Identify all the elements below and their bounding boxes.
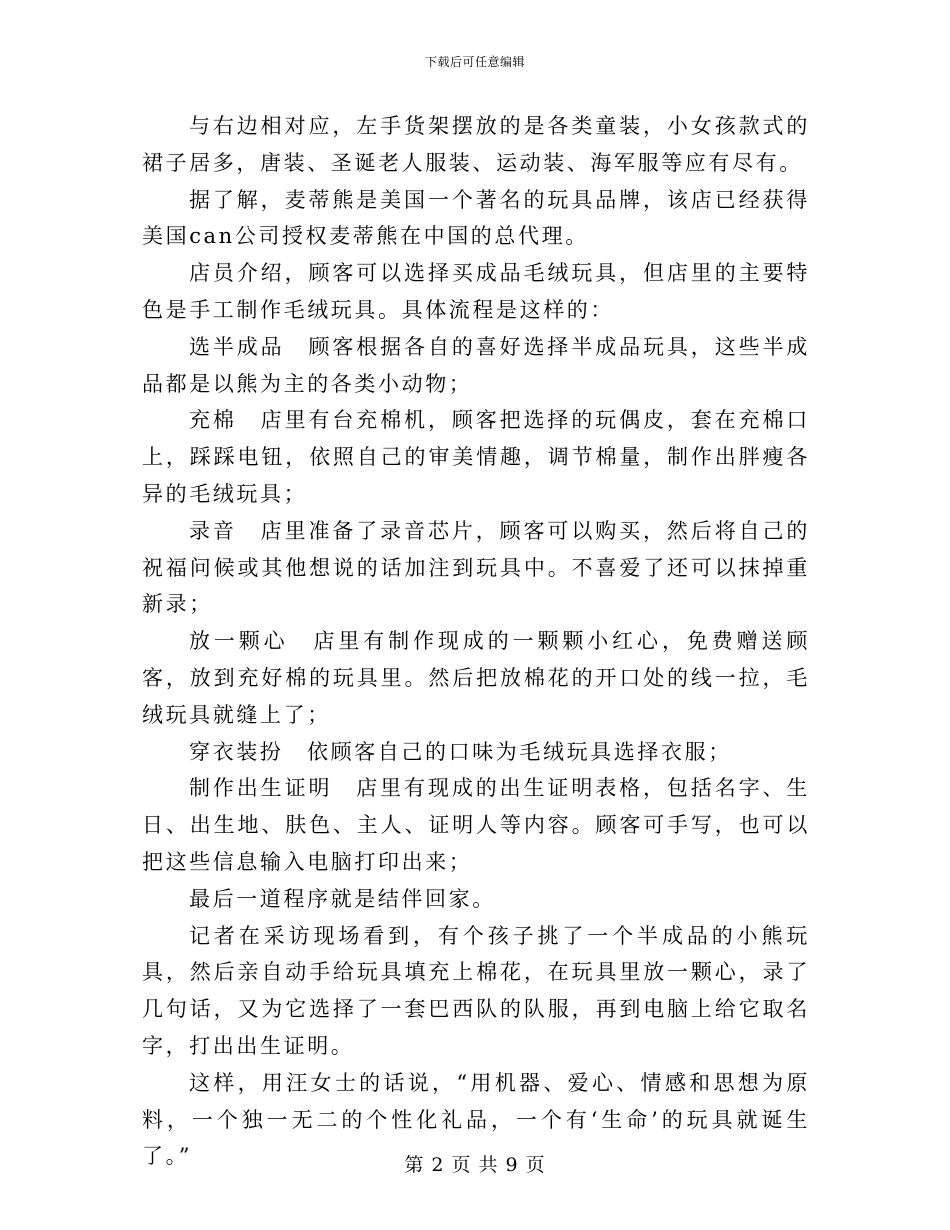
paragraph-9: 制作出生证明 店里有现成的出生证明表格，包括名字、生日、出生地、肤色、主人、证明人等内容。顾客可手写，也可以把这些信息输入电脑打印出来； [142, 776, 810, 874]
paragraph-1: 与右边相对应，左手货架摆放的是各类童装，小女孩款式的裙子居多，唐装、圣诞老人服装、运动装、海军服等应有尽有。 [142, 114, 810, 175]
paragraph-12: 这样，用汪女士的话说，“用机器、爱心、情感和思想为原料，一个独一无二的个性化礼品，一个有‘生命’的玩具就诞生了。” [142, 1070, 810, 1169]
paragraph-6: 录音 店里准备了录音芯片，顾客可以购买，然后将自己的祝福问候或其他想说的话加注到玩具中。不喜爱了还可以抹掉重新录； [142, 518, 810, 617]
paragraph-8: 穿衣装扮 依顾客自己的口味为毛绒玩具选择衣服； [189, 739, 732, 764]
paragraph-5: 充棉 店里有台充棉机，顾客把选择的玩偶皮，套在充棉口上，踩踩电钮，依照自己的审美情趣，调节棉量，制作出胖瘦各异的毛绒玩具； [142, 408, 810, 506]
paragraph-4: 选半成品 顾客根据各自的喜好选择半成品玩具，这些半成品都是以熊为主的各类小动物； [142, 334, 810, 396]
page-number: 第 2 页 共 9 页 [404, 1154, 546, 1176]
paragraph-10: 最后一道程序就是结伴回家。 [189, 886, 496, 911]
page-header: 下载后可任意编辑 [424, 55, 525, 69]
document-body [142, 108, 810, 1175]
paragraph-11: 记者在采访现场看到，有个孩子挑了一个半成品的小熊玩具，然后亲自动手给玩具填充上棉花，在玩具里放一颗心，录了几句话，又为它选择了一套巴西队的队服，再到电脑上给它取名字，打出出生证明。 [142, 923, 810, 1058]
paragraph-7: 放一颗心 店里有制作现成的一颗颗小红心，免费赠送顾客，放到充好棉的玩具里。然后把放棉花的开口处的线一拉，毛绒玩具就缝上了； [142, 629, 810, 727]
paragraph-2: 据了解，麦蒂熊是美国一个著名的玩具品牌，该店已经获得美国can公司授权麦蒂熊在中国的总代理。 [142, 187, 810, 249]
paragraph-3: 店员介绍，顾客可以选择买成品毛绒玩具，但店里的主要特色是手工制作毛绒玩具。具体流程是这样的： [142, 261, 810, 322]
